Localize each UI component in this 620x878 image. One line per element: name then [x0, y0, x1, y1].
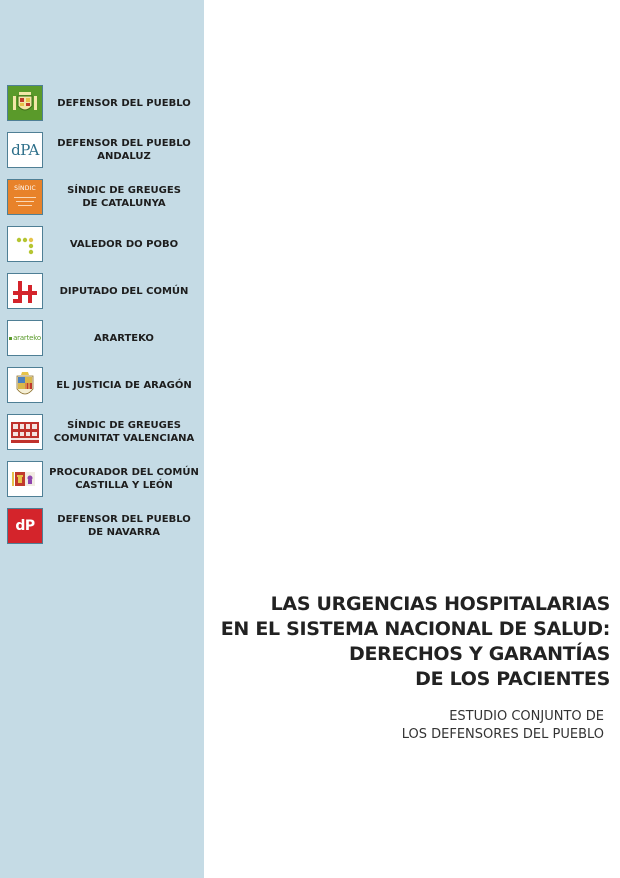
- valencia-building-logo: [7, 414, 43, 450]
- institution-name: EL JUSTICIA DE ARAGÓN: [56, 379, 192, 391]
- institution-name: DEFENSOR DEL PUEBLO ANDALUZ: [57, 138, 191, 162]
- report-title: LAS URGENCIAS HOSPITALARIAS EN EL SISTEMA NACIONAL DE SALUD: DERECHOS Y GARANTÍAS DE LOS PACIENTES: [220, 593, 610, 690]
- institutions-sidebar: [0, 0, 204, 878]
- institution-name: DEFENSOR DEL PUEBLO DE NAVARRA: [57, 514, 191, 538]
- sindic-logo-text: SÍNDIC: [14, 185, 36, 192]
- institution-name: SÍNDIC DE GREUGES DE CATALUNYA: [67, 185, 181, 209]
- list-item: [0, 366, 204, 413]
- list-item: [0, 178, 204, 225]
- sindic-catalunya-logo: [7, 179, 43, 215]
- institution-name: ARARTEKO: [94, 332, 154, 344]
- institutions-list: [0, 84, 204, 554]
- list-item: [0, 84, 204, 131]
- cover-title-block: [210, 592, 610, 744]
- list-item: [0, 225, 204, 272]
- report-subtitle: ESTUDIO CONJUNTO DE LOS DEFENSORES DEL PUEBLO: [401, 709, 604, 742]
- dpa-logo: [7, 132, 43, 168]
- institution-name: PROCURADOR DEL COMÚN CASTILLA Y LEÓN: [49, 467, 199, 491]
- list-item: [0, 272, 204, 319]
- navarra-dp-logo: [7, 508, 43, 544]
- dpa-logo-text: dPA: [11, 141, 39, 159]
- list-item: [0, 507, 204, 554]
- ararteko-logo-text: ararteko: [13, 334, 41, 342]
- list-item: [0, 319, 204, 366]
- ararteko-mark-icon: [9, 337, 12, 340]
- institution-name: DEFENSOR DEL PUEBLO: [57, 97, 191, 109]
- aragon-shield-icon: [7, 367, 43, 403]
- list-item: [0, 460, 204, 507]
- list-item: [0, 131, 204, 178]
- castilla-leon-shield-icon: [7, 461, 43, 497]
- navarra-logo-text: dP: [15, 518, 35, 534]
- valedor-dots-logo: [7, 226, 43, 262]
- institution-name: VALEDOR DO POBO: [69, 238, 179, 250]
- institution-name: SÍNDIC DE GREUGES COMUNITAT VALENCIANA: [53, 420, 195, 444]
- ararteko-logo: [7, 320, 43, 356]
- institution-name: DIPUTADO DEL COMÚN: [59, 285, 189, 297]
- coat-of-arms-icon: [7, 85, 43, 121]
- diputado-comun-logo: [7, 273, 43, 309]
- list-item: [0, 413, 204, 460]
